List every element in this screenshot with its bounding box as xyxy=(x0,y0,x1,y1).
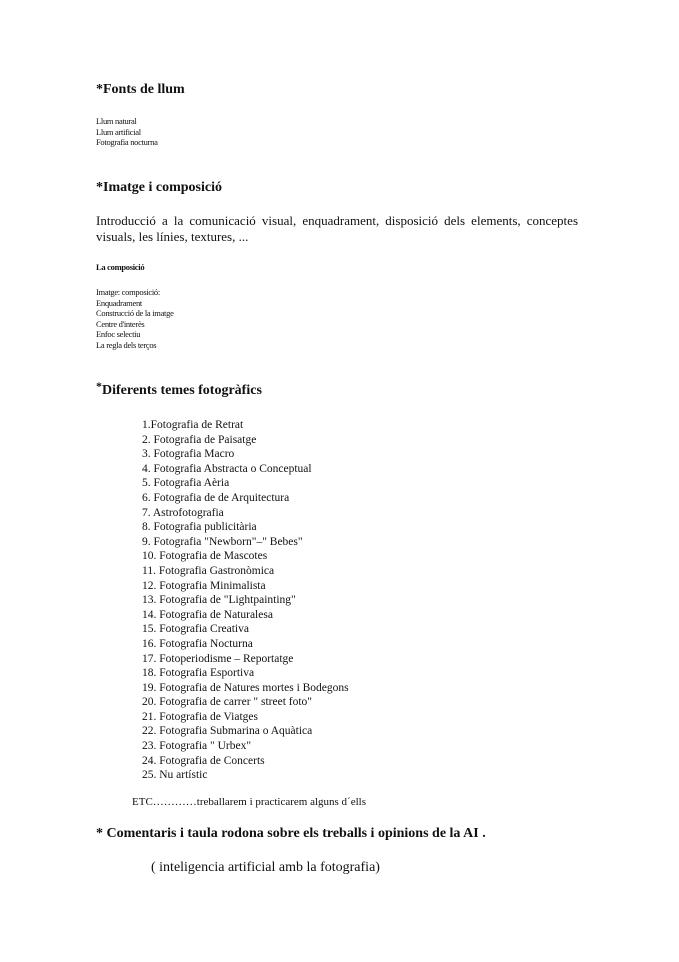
intro-paragraph: Introducció a la comunicació visual, enquadrament, disposició dels elements, conceptes visuals, les línies, textures, ... xyxy=(96,213,578,244)
list-item: Llum natural xyxy=(96,116,137,126)
list-item: 11. Fotografia Gastronòmica xyxy=(142,564,275,577)
list-item: 22. Fotografia Submarina o Aquàtica xyxy=(142,725,313,738)
heading-star: * xyxy=(96,82,103,97)
list-item: 10. Fotografia de Mascotes xyxy=(142,550,268,563)
list-item: Llum artificial xyxy=(96,126,141,137)
list-item: 9. Fotografia "Newborn"–" Bebes" xyxy=(142,535,303,548)
list-item: Fotografia nocturna xyxy=(96,137,158,148)
list-item: 8. Fotografia publicitària xyxy=(142,521,257,534)
list-item: 4. Fotografia Abstracta o Conceptual xyxy=(142,462,312,475)
heading-comentaris: * Comentaris i taula rodona sobre els treballs i opinions de la AI . xyxy=(96,826,486,841)
composicio-list xyxy=(96,287,174,351)
list-item: 13. Fotografia de "Lightpainting" xyxy=(142,594,296,607)
heading-title: Imatge i composició xyxy=(103,180,222,195)
list-item: La regla dels terços xyxy=(96,339,157,350)
list-item: Enquadrament xyxy=(96,297,142,308)
list-item: 20. Fotografia de carrer " street foto" xyxy=(142,696,313,709)
temes-list xyxy=(142,418,349,783)
list-item: 3. Fotografia Macro xyxy=(142,448,235,461)
list-item: Centre d'interès xyxy=(96,318,145,329)
list-item: 25. Nu artístic xyxy=(142,769,208,782)
list-item: 6. Fotografia de de Arquitectura xyxy=(142,491,290,504)
list-item: 17. Fotoperiodisme – Reportatge xyxy=(142,652,294,665)
heading-fonts-de-llum xyxy=(96,82,185,98)
list-item: 24. Fotografia de Concerts xyxy=(142,754,265,767)
list-item: 19. Fotografia de Natures mortes i Bodegons xyxy=(142,681,349,694)
list-item: Construcció de la imatge xyxy=(96,308,174,319)
ai-note: ( inteligencia artificial amb la fotografia) xyxy=(151,860,380,875)
list-item: 21. Fotografia de Viatges xyxy=(142,710,258,723)
list-item: 18. Fotografia Esportiva xyxy=(142,667,255,680)
heading-star: * xyxy=(96,379,102,393)
list-item: 2. Fotografia de Paisatge xyxy=(142,433,257,446)
list-item: Enfoc selectiu xyxy=(96,329,141,340)
heading-title: Fonts de llum xyxy=(103,82,185,97)
heading-title: Diferents temes fotogràfics xyxy=(102,383,262,398)
list-item: 7. Astrofotografia xyxy=(142,506,224,519)
list-item: 5. Fotografia Aèria xyxy=(142,477,230,490)
heading-imatge-composicio xyxy=(96,180,222,196)
heading-star: * xyxy=(96,180,103,195)
list-item: 16. Fotografia Nocturna xyxy=(142,637,253,650)
list-item: 23. Fotografia " Urbex" xyxy=(142,740,252,753)
heading-temes-fotografics xyxy=(96,379,262,399)
list-item: 14. Fotografia de Naturalesa xyxy=(142,608,273,621)
list-item: 15. Fotografia Creativa xyxy=(142,623,249,636)
list-item: 1.Fotografia de Retrat xyxy=(142,419,244,431)
etc-note: ETC…………treballarem i practicarem alguns d´ells xyxy=(132,796,366,808)
list-item: Imatge: composició: xyxy=(96,287,160,297)
fonts-list xyxy=(96,116,158,148)
list-item: 12. Fotografia Minimalista xyxy=(142,579,266,592)
subheading-composicio: La composició xyxy=(96,262,145,272)
